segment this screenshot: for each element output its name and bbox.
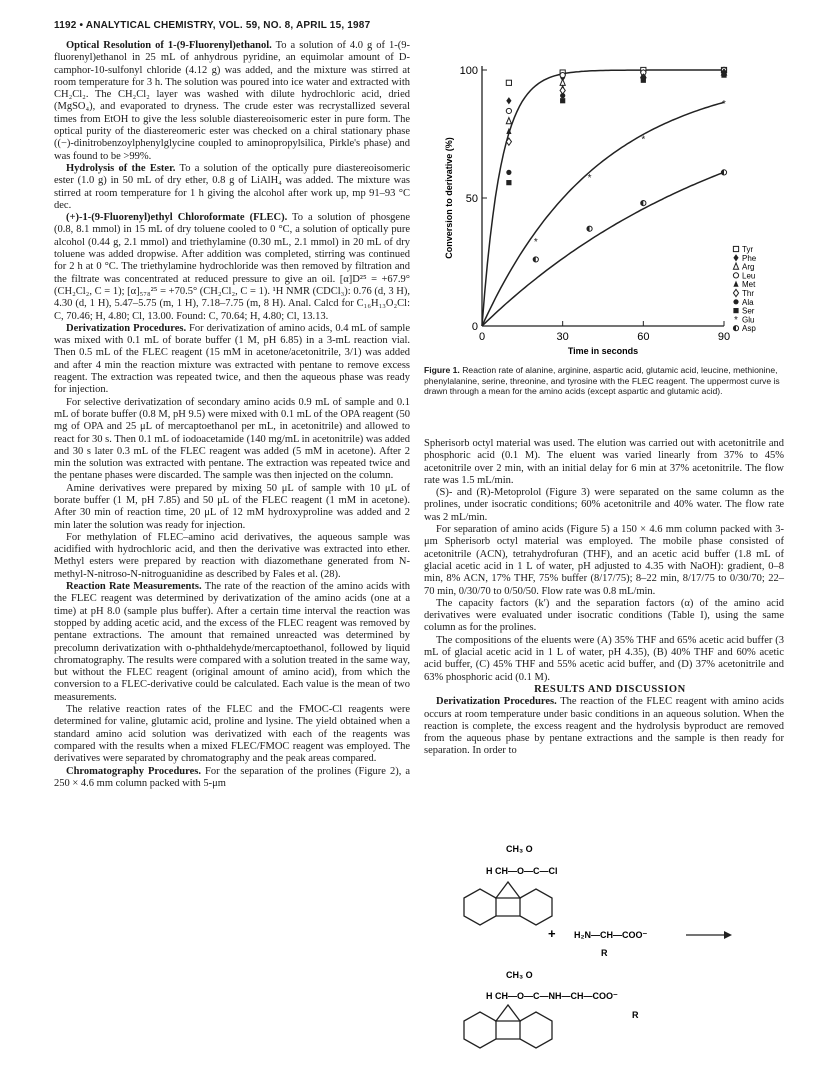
paragraph — [54, 704, 410, 765]
amino-acid-r: R — [601, 948, 608, 958]
paragraph — [54, 323, 410, 397]
legend-label-thr: Thr — [742, 289, 754, 298]
legend-label-glu: Glu — [742, 315, 755, 325]
paragraph-text: The reaction of the FLEC reagent with amino acids occurs at room temperature under basic conditions in an aqueous solution. When the reaction is complete, the excess reagent and the hydrolysis byproduct are removed from the aqueous phase by pentane extractions and the sample is then ready for separation. In order to — [424, 696, 784, 757]
run-in-head: Derivatization Procedures. — [436, 696, 557, 708]
plus-sign: + — [548, 926, 556, 941]
data-point-leu — [506, 108, 511, 113]
data-point-ser — [506, 180, 511, 185]
fluorene-structure-reagent — [464, 882, 552, 925]
legend-marker-glu: * — [734, 314, 738, 326]
product-chain: H CH—O—C—NH—CH—COO⁻ — [486, 991, 618, 1001]
data-point-glu: * — [587, 173, 592, 185]
legend-label-met: Met — [742, 280, 756, 290]
y-tick-label: 50 — [465, 193, 478, 205]
data-point-glu: * — [722, 98, 726, 110]
y-tick-label: 100 — [459, 65, 478, 77]
figure-1-caption — [424, 365, 784, 397]
data-point-ala — [560, 93, 565, 98]
fluorene-structure-product — [464, 1005, 552, 1048]
paragraph — [54, 163, 410, 212]
y-axis-label: Conversion to derivative (%) — [444, 137, 454, 259]
legend-label-ala: Ala — [742, 297, 754, 307]
legend-marker-ala — [733, 299, 738, 304]
y-tick-label: 0 — [471, 321, 478, 333]
run-in-head: Derivatization Procedures. — [66, 322, 187, 334]
legend-marker-phe — [733, 254, 738, 261]
amino-acid: H₂N—CH—COO⁻ — [574, 930, 648, 940]
data-point-ser — [560, 98, 565, 103]
legend-marker-tyr — [733, 246, 738, 251]
run-in-head: (+)-1-(9-Fluorenyl)ethyl Chloroformate (FLEC). — [66, 212, 288, 224]
results-paragraph — [424, 696, 784, 757]
paragraph-text: (S)- and (R)-Metoprolol (Figure 3) were separated on the same column as the prolines, under isocratic conditions; 60% acetonitrile and 40% water. The flow rate was 2 mL/min. — [424, 487, 784, 523]
legend-label-ser: Ser — [742, 306, 755, 316]
legend-marker-arg — [733, 263, 738, 269]
paragraph-text: Amine derivatives were prepared by mixing 50 μL of sample with 10 μL of borate buffer (1 M, pH 7.85) and 50 μL of the FLEC reagent (1 mM in acetone). After 30 min of reaction time, 20 μL of 12 mM hydroxyproline was added and 2 min later the solution was ready for injection. — [54, 482, 410, 531]
paragraph-text: For selective derivatization of secondary amino acids 0.9 mL of sample and 0.1 mL of borate buffer (0.8 M, pH 9.5) were mixed with 0.1 mL of the OPA reagent (50 mg of OPA and 25 μL of mercaptoethanol per mL, in acetonitrile) and allowed to react for 30 s. Then 0.1 mL of iodoacetamide (140 mg/mL in acetonitrile) was added and 30 s later 0.3 mL of the FLEC reagent was added (5 mM in acetone). After 2 min the solution was extracted with pentane. The extraction was repeated twice and the pentane phases were discarded. The sample was then injected on the column. — [54, 396, 410, 482]
run-in-head: Optical Resolution of 1-(9-Fluorenyl)ethanol. — [66, 40, 272, 51]
legend-label-leu: Leu — [742, 271, 756, 281]
paragraph — [54, 40, 410, 163]
paragraph — [424, 635, 784, 684]
x-tick-label: 0 — [478, 331, 486, 343]
x-tick-label: 90 — [717, 331, 731, 343]
paragraph-text: Spherisorb octyl material was used. The elution was carried out with acetonitrile and phosphoric acid (0.1 M). The eluent was varied linearly from 37% to 45% acetonitrile over 2 min, with an initial delay for 6 min at 37% acetonitrile. The flow rate was 1.5 mL/min. — [424, 438, 784, 486]
right-column — [424, 438, 784, 758]
legend-marker-thr — [733, 289, 738, 296]
mean-curve — [482, 70, 724, 326]
paragraph — [424, 524, 784, 598]
paragraph — [54, 532, 410, 581]
paragraph-text: The relative reaction rates of the FLEC and the FMOC-Cl reagents were determined for valine, glutamic acid, proline and lysine. The yield obtained when a standard amino acid solution was derivatized with each of the reagents was compared with the results when a mixed FLEC/FMOC reagent was employed. The derivatives were separated by chromatography and the peak areas compared. — [54, 704, 410, 765]
data-point-glu: * — [641, 134, 646, 146]
paragraph — [54, 212, 410, 323]
paragraph-text: The compositions of the eluents were (A) 35% THF and 65% acetic acid buffer (3 mL of glacial acetic acid in 1 L of water, pH 4.35), (B) 40% THF and 60% acetic acid buffer, (C) 45% THF and 55% acetic acid buffer, and (D) 37% acetonitrile and 63% phosphoric acid (0.1 M). — [424, 634, 784, 683]
caption-label: Figure 1. — [424, 365, 460, 375]
x-tick-label: 60 — [637, 331, 650, 343]
run-in-head: Reaction Rate Measurements. — [66, 581, 202, 593]
data-point-tyr — [506, 80, 511, 85]
legend-label-arg: Arg — [742, 262, 755, 272]
paragraph-text: For the separation of the prolines (Figure 2), a 250 × 4.6 mm column packed with 5-μm — [54, 765, 410, 789]
data-point-ser — [721, 73, 726, 78]
run-in-head: Hydrolysis of the Ester. — [66, 162, 176, 174]
running-header: 1192 • ANALYTICAL CHEMISTRY, VOL. 59, NO. 8, APRIL 15, 1987 — [54, 20, 371, 31]
paragraph-text: To a solution of 4.0 g of 1-(9-fluorenyl)ethanol in 25 mL of anhydrous pyridine, an equimolar amount of D-camphor-10-sulfonyl chloride (4.12 g) was added, and the mixture was stirred at room temperature for 3 h. The solution was poured into ice water and extracted with CH₂Cl₂. The CH₂Cl₂ layer was washed with dilute hydrochloric acid, dried (MgSO₄), and evaporated to dryness. The crude ester was recrystallized several times from EtOH to give the less soluble diastereoisomeric ester in pure form. The optical purity of the diastereomeric ester was checked on a chiral stationary phase ((−)-dinitrobenzoylphenylglycine coupled to aminopropylsilica, Pirkle's phase) and was found to be >99%. — [54, 40, 410, 162]
x-tick-label: 30 — [556, 331, 569, 343]
x-axis-label: Time in seconds — [567, 346, 639, 356]
paragraph-text: The rate of the reaction of the amino acids with the FLEC reagent was determined by derivatization of the amino acids (one at a time) at pH 8.0 (sample plus buffer). After a certain time interval the reaction was stopped by adding acetic acid, and the excess of the FLEC reagent was removed by pentane extractions. The amount that remained unreacted was determined by precolumn derivatization with o-phthaldehyde/mercaptoethanol, followed by liquid chromatography. The results were compared with a solution treated in the same way, but without the FLEC reagent (original amount of amino acid), from which the conversion to a FLEC-derivative could be calculated. Each value is the mean of two measurements. — [54, 581, 410, 703]
paragraph-text: For derivatization of amino acids, 0.4 mL of sample was mixed with 0.1 mL of borate buffer (1 M, pH 6.85) in a 3-mL reaction vial. Then 0.5 mL of the FLEC reagent (15 mM in acetone/acetonitrile, 3/1) was added and after 4 min the reaction mixture was extracted with pentane to remove excess reagent. The extraction was repeated twice, and then the aqueous phase was ready for injection. — [54, 322, 410, 396]
data-point-ala — [506, 170, 511, 175]
reaction-arrowhead — [724, 931, 732, 939]
paragraph-text: To a solution of phosgene (0.8, 8.1 mmol) in 15 mL of dry toluene cooled to 0 °C, a solution of optically pure alcohol (0.44 g, 2.1 mmol) and triethylamine (0.30 mL, 2.1 mmol) in 20 mL of dry toluene was added dropwise. After addition was completed, stirring was continued for 2 h at 0 °C. The triethylamine hydrochloride was then removed by filtration and the filtrate was concentrated at reduced pressure to give an oil. [α]D²⁵ = +67.9° (CH₂Cl₂, C = 1); [α]₅₇₈²⁵ = +70.5° (CH₂Cl₂, C = 1). ¹H NMR (CDCl₃): 0.76 (d, 3 H), 4.30 (d, 1 H), 5.47–5.75 (m, 1 H), 7.18–7.75 (m, 8 H). Anal. Calcd for C₁₆H₁₃O₂Cl: C, 70.46; H, 4.80; Cl, 13.00. Found: C, 70.64; H, 4.80; Cl, 13.13. — [54, 212, 410, 322]
paragraph — [424, 438, 784, 487]
data-point-leu — [560, 73, 565, 78]
legend-marker-ser — [733, 308, 738, 313]
data-point-glu: * — [533, 237, 538, 249]
paragraph — [424, 487, 784, 524]
legend-marker-met — [733, 281, 738, 287]
paragraph — [54, 397, 410, 483]
left-column — [54, 40, 410, 790]
paragraph-text: For methylation of FLEC–amino acid derivatives, the aqueous sample was acidified with hydrochloric acid, and then the derivative was extracted into ether. Methyl esters were prepared by reaction with diazomethane generated from N-methyl-N-nitroso-N-nitroguanidine as described by Fales et al. (28). — [54, 531, 410, 580]
legend-label-tyr: Tyr — [742, 245, 754, 254]
paragraph — [54, 483, 410, 532]
paragraph — [424, 598, 784, 635]
legend-marker-leu — [733, 273, 738, 278]
paragraph-text: The capacity factors (k′) and the separation factors (α) of the amino acid derivatives were evaluated under isocratic conditions (Table I), using the same column as for the prolines. — [424, 597, 784, 634]
figure-1-chart — [424, 44, 784, 364]
data-point-phe — [506, 97, 511, 104]
reagent-methyl: CH₃ O — [506, 844, 533, 854]
run-in-head: Chromatography Procedures. — [66, 765, 201, 777]
paragraph — [54, 766, 410, 791]
reagent-chain: H CH—O—C—Cl — [486, 866, 558, 876]
product-methyl: CH₃ O — [506, 970, 533, 980]
paragraph — [54, 581, 410, 704]
asp-curve — [482, 172, 724, 326]
legend-label-asp: Asp — [742, 324, 756, 334]
reaction-scheme — [424, 838, 784, 1058]
data-point-ser — [641, 78, 646, 83]
paragraph-text: For separation of amino acids (Figure 5) a 150 × 4.6 mm column packed with 3-μm Spherisorb octyl material was employed. The mobile phase consisted of acetonitrile (ACN), tetrahydrofuran (THF), and an acetic acid buffer (1.8 mL of glacial acetic acid in 1 L of water, pH adjusted to 4.35 with NaOH): gradient, 0–8 min, 8% ACN, 17% THF, 75% buffer (8/17/75); 8–22 min, 8/17/75 to 0/30/70; 22–70 min, 0/30/70 to 0/50/50. Flow rate was 0.8 mL/min. — [424, 524, 784, 597]
product-r: R — [632, 1010, 639, 1020]
section-title: RESULTS AND DISCUSSION — [534, 683, 686, 695]
paragraph-text: To a solution of the optically pure diastereoisomeric ester (1.0 g) in 50 mL of dry ether, 0.8 g of LiAlH₄ was added. The mixture was stirred at room temperature for 1 h giving the alcohol after work up, mp 91–93 °C dec. — [54, 162, 411, 211]
legend-label-phe: Phe — [742, 253, 757, 263]
caption-text: Reaction rate of alanine, arginine, aspartic acid, glutamic acid, leucine, methionine, phenylalanine, serine, threonine, and tyrosine with the FLEC reagent. The uppermost curve is drawn through a mean for the amino acids (except aspartic and glutamic acid). — [424, 365, 780, 396]
data-point-arg — [506, 118, 511, 124]
